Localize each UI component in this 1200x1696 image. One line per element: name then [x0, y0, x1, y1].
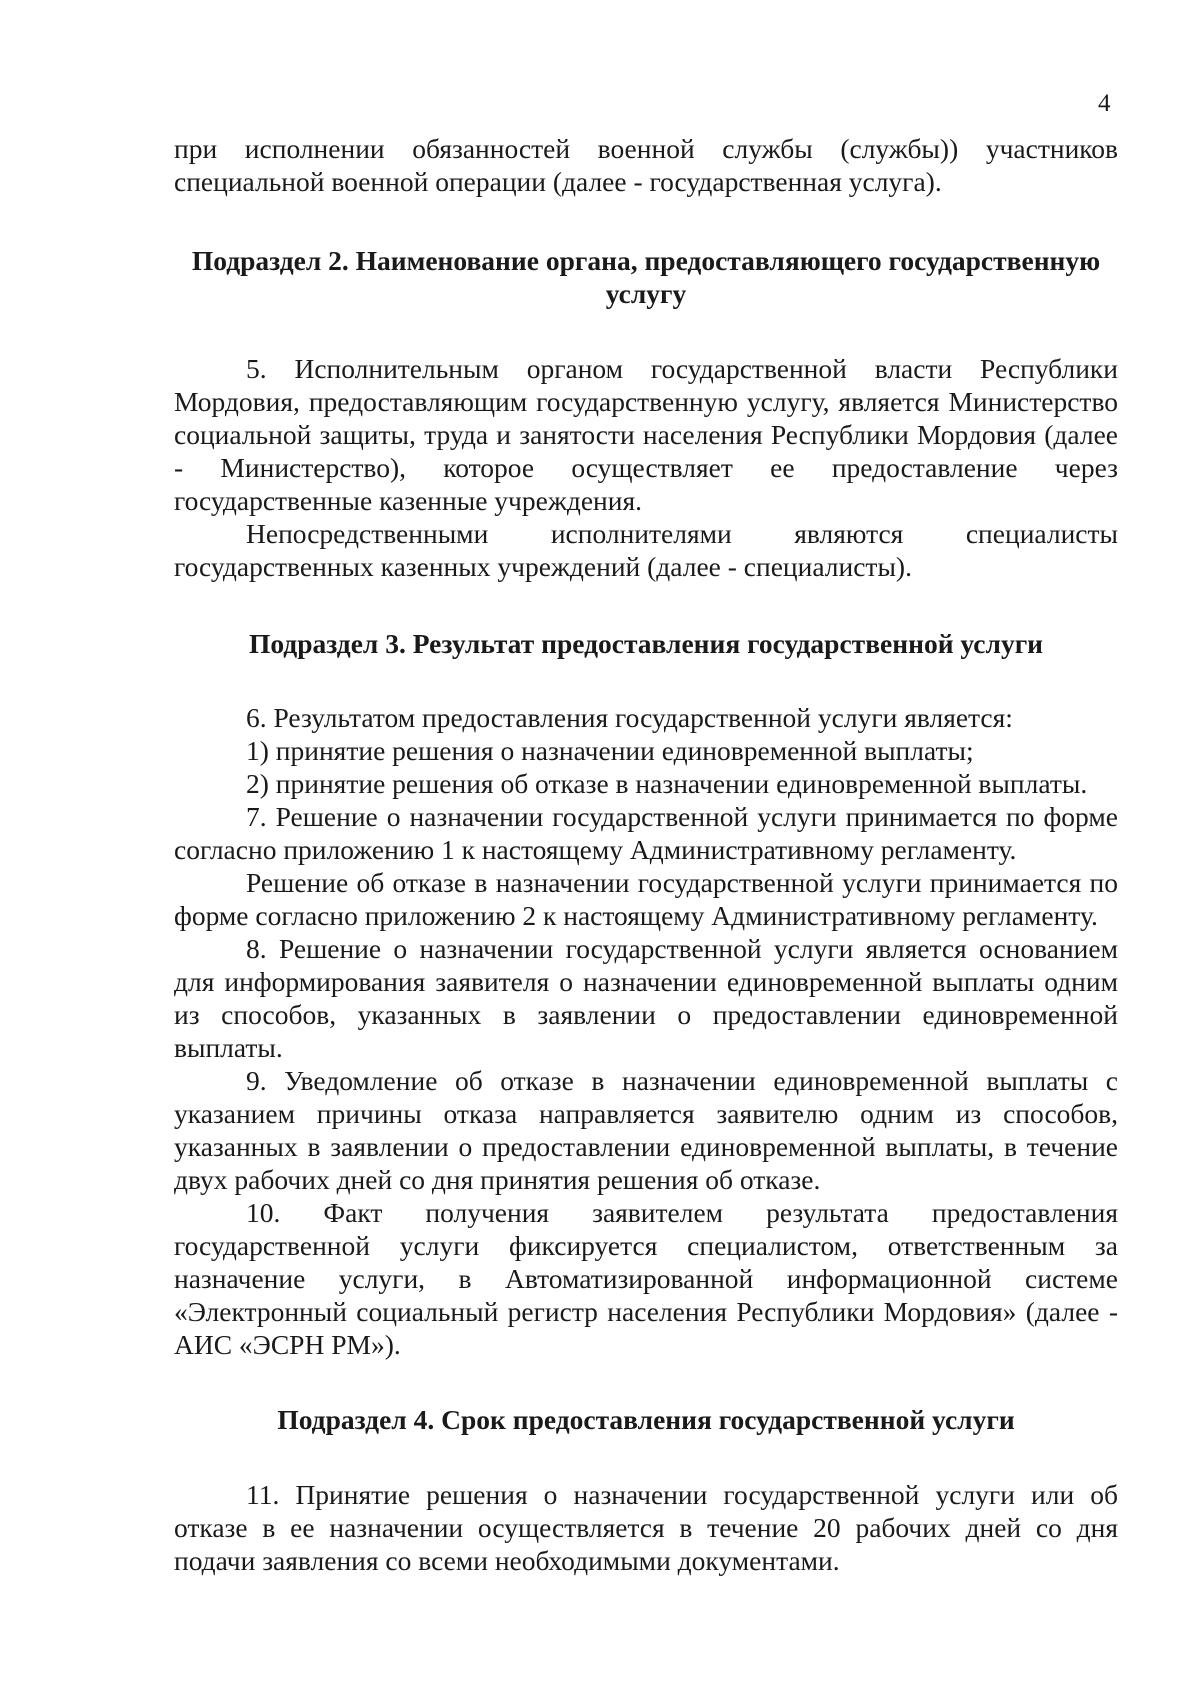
paragraph-6: 6. Результатом предоставления государственной услуги является: — [246, 702, 1013, 733]
list-item-1: 1) принятие решения о назначении единовременной выплаты; — [246, 735, 974, 766]
section-4-heading: Подраздел 4. Срок предоставления государственной услуги — [277, 1404, 1015, 1435]
paragraph-7-continued: Решение об отказе в назначении государственной услуги принимается по форме согласно приложению 2 к настоящему Административному регламенту. — [174, 867, 1118, 931]
paragraph-7: 7. Решение о назначении государственной услуги принимается по форме согласно приложению 1 к настоящему Административному регламенту. — [174, 801, 1118, 865]
list-item-2: 2) принятие решения об отказе в назначении единовременной выплаты. — [246, 768, 1088, 799]
document-page — [174, 80, 1118, 1577]
paragraph-8: 8. Решение о назначении государственной услуги является основанием для информирования заявителя о назначении единовременной выплаты одним из способов, указанных в заявлении о предоставлении единовременной выплаты. — [174, 933, 1118, 1063]
paragraph-9: 9. Уведомление об отказе в назначении единовременной выплаты с указанием причины отказа направляется заявителю одним из способов, указанных в заявлении о предоставлении единовременной выплаты, в течение двух рабочих дней со дня принятия решения об отказе. — [174, 1065, 1118, 1195]
paragraph-10: 10. Факт получения заявителем результата предоставления государственной услуги фиксируется специалистом, ответственным за назначение услуги, в Автоматизированной информационной системе «Электронный социальный регистр населения Республики Мордовия» (далее - АИС «ЭСРН РМ»). — [174, 1197, 1118, 1360]
intro-paragraph: при исполнении обязанностей военной службы (службы)) участников специальной военной операции (далее - государственная услуга). — [174, 133, 1118, 197]
paragraph-5-continued: Непосредственными исполнителями являются специалисты государственных казенных учреждений (далее - специалисты). — [174, 518, 1118, 582]
paragraph-11: 11. Принятие решения о назначении государственной услуги или об отказе в ее назначении осуществляется в течение 20 рабочих дней со дня подачи заявления со всеми необходимыми документами. — [174, 1479, 1118, 1576]
section-3-heading: Подраздел 3. Результат предоставления государственной услуги — [248, 628, 1044, 659]
paragraph-5: 5. Исполнительным органом государственной власти Республики Мордовия, предоставляющим государственную услугу, является Министерство социальной защиты, труда и занятости населения Республики Мордовия (далее - Министерство), которое осуществляет ее предоставление через государственные казенные учреждения. — [174, 353, 1118, 516]
page-number: 4 — [1098, 90, 1111, 117]
section-2-heading: Подраздел 2. Наименование органа, предоставляющего государственную услугу — [191, 245, 1101, 309]
